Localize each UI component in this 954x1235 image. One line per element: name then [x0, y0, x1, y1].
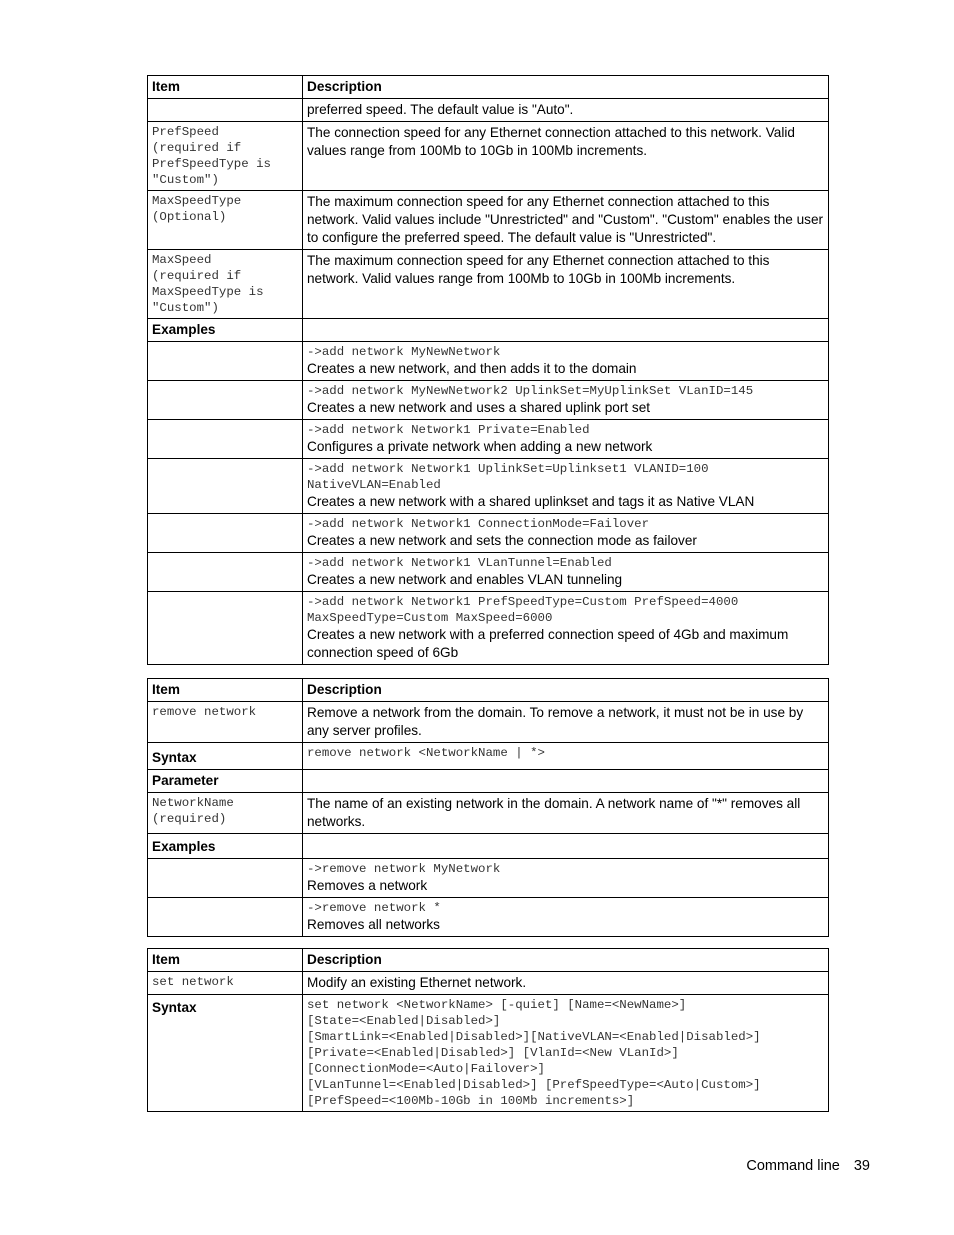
item-cell: PrefSpeed (required if PrefSpeedType is "Custom") — [152, 125, 271, 187]
example-description: Creates a new network with a preferred connection speed of 4Gb and maximum connection speed of 6Gb — [307, 627, 789, 660]
example-description: Configures a private network when adding a new network — [307, 439, 653, 454]
description-cell: The maximum connection speed for any Ethernet connection attached to this network. Valid values include "Unrestricted" and "Custom". "Custom" enables the user to configure the preferred speed. The default value is "Unrestricted". — [303, 191, 829, 250]
table-row — [148, 99, 829, 122]
example-command: ->remove network MyNetwork — [307, 862, 501, 876]
example-description: Removes a network — [307, 878, 428, 893]
command-row — [148, 972, 829, 995]
example-row — [148, 898, 829, 937]
example-description: Removes all networks — [307, 917, 440, 932]
example-row — [148, 420, 829, 459]
table-header-row — [148, 949, 829, 972]
example-row — [148, 592, 829, 665]
syntax-label: Syntax — [148, 995, 303, 1112]
examples-label: Examples — [148, 319, 303, 342]
command-row — [148, 702, 829, 743]
table-row — [148, 191, 829, 250]
parameter-row — [148, 793, 829, 834]
set-network-table — [147, 948, 829, 1112]
example-description: Creates a new network, and then adds it to the domain — [307, 361, 637, 376]
example-command: ->add network Network1 Private=Enabled — [307, 423, 590, 437]
syntax-row — [148, 743, 829, 770]
example-description: Creates a new network with a shared uplinkset and tags it as Native VLAN — [307, 494, 755, 509]
example-row — [148, 459, 829, 514]
example-command: ->add network Network1 VLanTunnel=Enabled — [307, 556, 612, 570]
command-description: Modify an existing Ethernet network. — [303, 972, 829, 995]
example-command: ->add network Network1 PrefSpeedType=Custom PrefSpeed=4000 MaxSpeedType=Custom MaxSpeed=6000 — [307, 595, 739, 625]
table-header-row — [148, 679, 829, 702]
example-command: ->remove network * — [307, 901, 441, 915]
description-header: Description — [303, 679, 829, 702]
description-cell: preferred speed. The default value is "Auto". — [303, 99, 829, 122]
parameter-label: Parameter — [148, 770, 303, 793]
example-description: Creates a new network and sets the connection mode as failover — [307, 533, 697, 548]
example-row — [148, 514, 829, 553]
parameter-description: The name of an existing network in the domain. A network name of "*" removes all networks. — [303, 793, 829, 834]
item-header: Item — [148, 949, 303, 972]
syntax-label: Syntax — [148, 743, 303, 770]
remove-network-table — [147, 678, 829, 937]
command-description: Remove a network from the domain. To remove a network, it must not be in use by any server profiles. — [303, 702, 829, 743]
description-cell: The connection speed for any Ethernet connection attached to this network. Valid values range from 100Mb to 10Gb in 100Mb increments. — [303, 122, 829, 191]
example-row — [148, 859, 829, 898]
example-description: Creates a new network and enables VLAN tunneling — [307, 572, 623, 587]
item-header: Item — [148, 76, 303, 99]
example-command: ->add network Network1 UplinkSet=Uplinkset1 VLANID=100 NativeVLAN=Enabled — [307, 462, 709, 492]
description-cell: The maximum connection speed for any Ethernet connection attached to this network. Valid values range from 100Mb to 10Gb in 100Mb increments. — [303, 250, 829, 319]
command-name: remove network — [152, 705, 257, 719]
parameter-label-row — [148, 770, 829, 793]
examples-label-row — [148, 834, 829, 859]
example-command: ->add network Network1 ConnectionMode=Failover — [307, 517, 650, 531]
table-header-row — [148, 76, 829, 99]
syntax-text: remove network <NetworkName | *> — [307, 746, 545, 760]
footer-section-title: Command line — [746, 1158, 840, 1174]
syntax-text: set network <NetworkName> [-quiet] [Name=<NewName>] [State=<Enabled|Disabled>] [SmartLink=<Enabled|Disabled>][NativeVLAN=<Enabled|Disabled>] [Private=<Enabled|Disabled>] [VlanId=<New VLanId>] [ConnectionMode=<Auto|Failover>] [VLanTunnel=<Enabled|Disabled>] [PrefSpeedType=<Auto|Custom>] [PrefSpeed=<100Mb-10Gb in 100Mb increments>] — [307, 998, 761, 1108]
table-row — [148, 122, 829, 191]
description-header: Description — [303, 949, 829, 972]
item-cell: MaxSpeedType (Optional) — [152, 194, 242, 224]
examples-label: Examples — [148, 834, 303, 859]
description-header: Description — [303, 76, 829, 99]
item-cell: MaxSpeed (required if MaxSpeedType is "Custom") — [152, 253, 264, 315]
syntax-row — [148, 995, 829, 1112]
page-footer — [746, 1158, 870, 1174]
network-parameters-table — [147, 75, 829, 665]
command-name: set network — [152, 975, 234, 989]
example-command: ->add network MyNewNetwork2 UplinkSet=MyUplinkSet VLanID=145 — [307, 384, 754, 398]
parameter-name: NetworkName (required) — [152, 796, 234, 826]
example-description: Creates a new network and uses a shared uplink port set — [307, 400, 651, 415]
example-command: ->add network MyNewNetwork — [307, 345, 501, 359]
page-number: 39 — [853, 1158, 870, 1174]
example-row — [148, 381, 829, 420]
example-row — [148, 342, 829, 381]
item-cell — [148, 99, 303, 122]
example-row — [148, 553, 829, 592]
item-header: Item — [148, 679, 303, 702]
table-row — [148, 250, 829, 319]
examples-label-row — [148, 319, 829, 342]
